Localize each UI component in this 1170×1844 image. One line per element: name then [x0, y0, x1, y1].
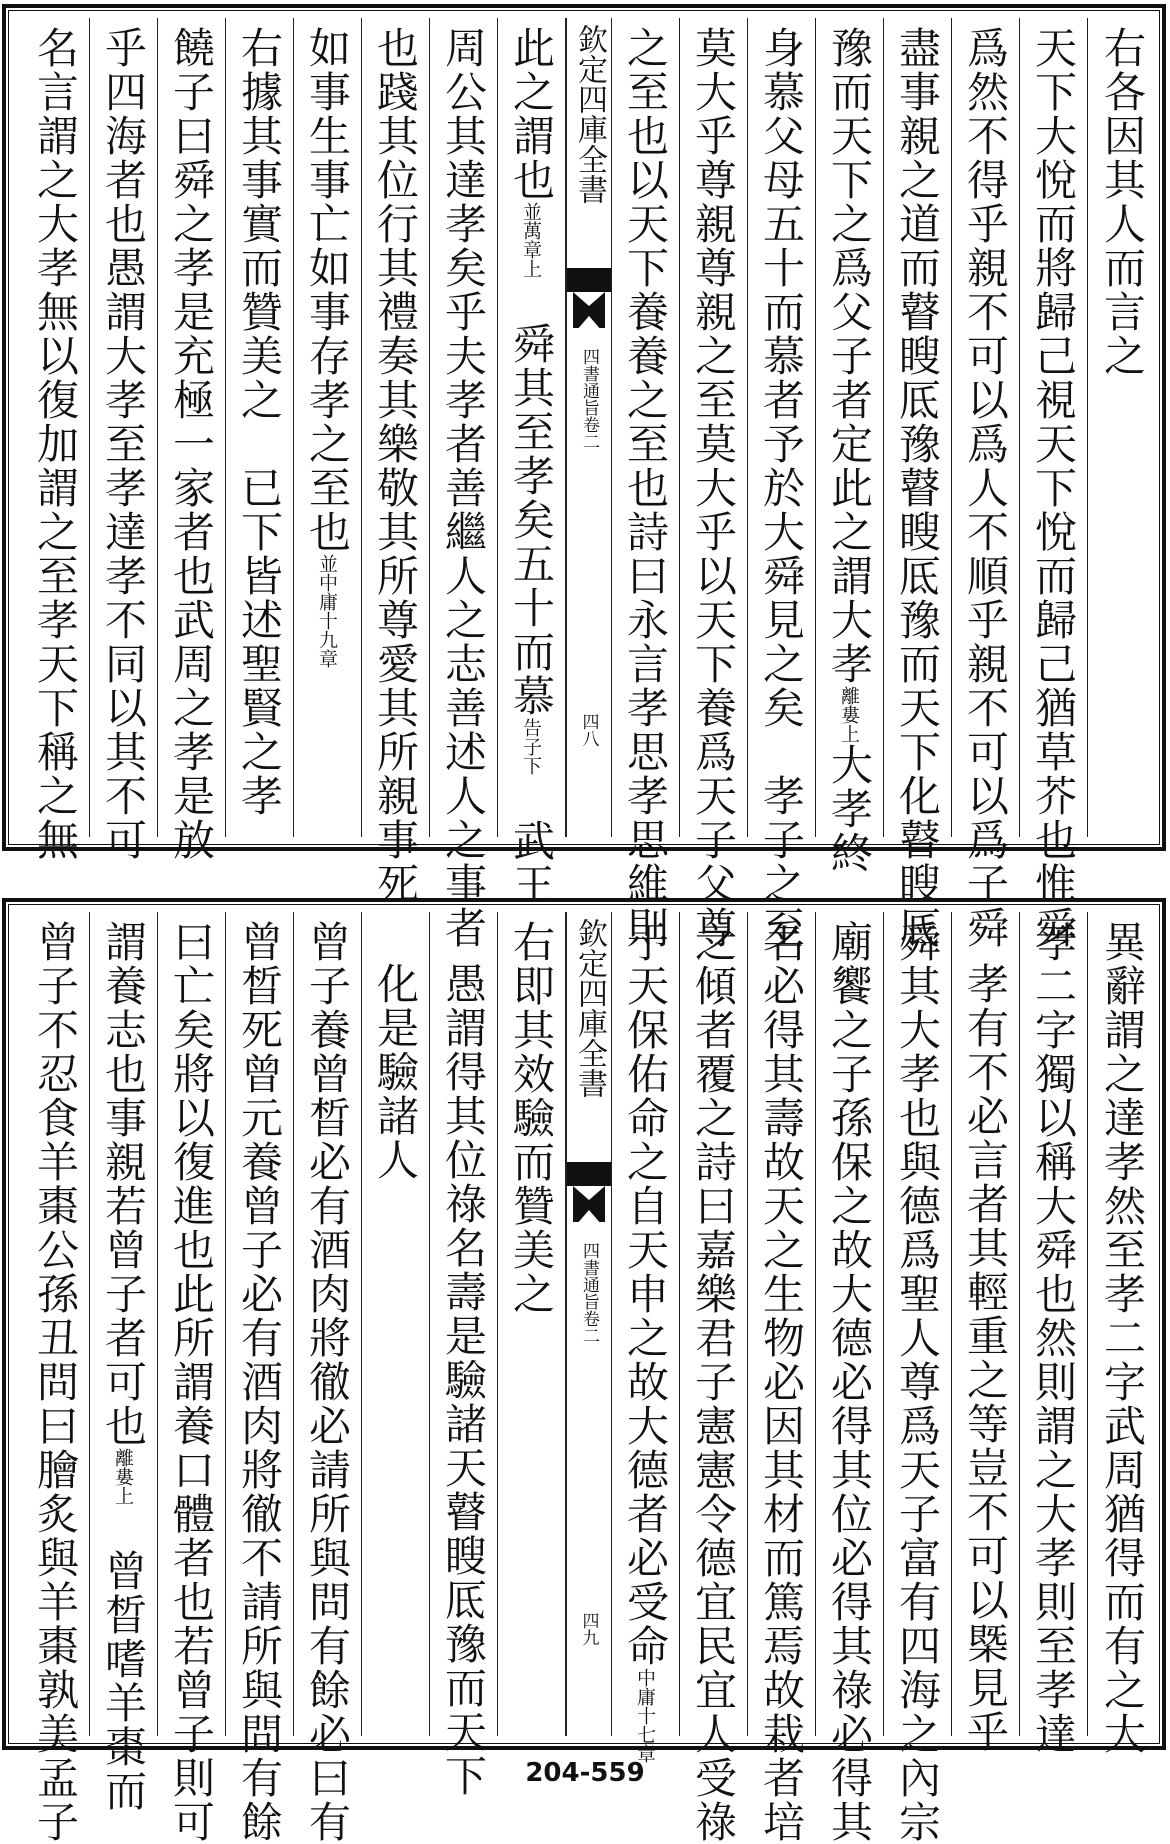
text-column: 異辭謂之達孝然至孝二字武周猶得而有之大 — [1098, 920, 1147, 1756]
bottom-col-11 — [362, 912, 430, 1736]
text-column: 爲然不得乎親不可以爲人不順乎親不可以爲子舜 — [961, 26, 1010, 950]
bottom-col-14 — [158, 912, 226, 1844]
spine-folio: 四八 — [578, 713, 599, 747]
bottom-col-13 — [226, 912, 294, 1844]
top-col-5 — [816, 18, 884, 875]
annotation-note: 告子下 — [520, 718, 542, 775]
text-column: 孝有不必言者其輕重之等豈不可以槩見乎 — [961, 962, 1010, 1754]
top-col-11 — [362, 18, 430, 906]
bottom-col-7 — [680, 912, 748, 1844]
top-col-10 — [430, 18, 498, 950]
text-column: 名言謂之大孝無以復加謂之至孝天下稱之無 — [31, 26, 80, 862]
text-run: 于天保佑命之自天申之故大德者必受命 — [621, 920, 670, 1668]
text-column: 愚謂得其位祿名壽是驗諸天瞽瞍厎豫而天下 — [439, 962, 488, 1798]
text-run: 如事生事亡如事存孝之至也 — [303, 26, 352, 554]
text-column — [93, 920, 153, 1813]
fish-tail-icon — [573, 292, 605, 328]
text-run: 孝子之至 — [757, 774, 806, 950]
text-run: 大孝終 — [825, 743, 874, 875]
spine-folio: 四九 — [578, 1612, 599, 1646]
text-run: 右據其事實而贊美之 — [235, 26, 284, 422]
top-col-3 — [952, 18, 1020, 950]
bottom-col-3 — [952, 912, 1020, 1754]
text-column: 天下大悅而將歸己視天下悅而歸己猶草芥也惟舜 — [1029, 26, 1078, 950]
text-column — [501, 26, 561, 907]
spine-subtitle: 四書通旨卷二 — [579, 1242, 599, 1344]
annotation-note: 並萬章上 — [520, 202, 542, 278]
annotation-note: 並中庸十九章 — [316, 554, 338, 668]
annotation-note: 離婁上 — [838, 686, 860, 743]
bottom-col-2 — [1020, 912, 1088, 1756]
text-column: 名必得其壽故天之生物必因其材而篤焉故栽者培 — [757, 920, 806, 1844]
top-col-6 — [748, 18, 816, 950]
text-column — [751, 26, 811, 950]
fish-tail-icon — [573, 1186, 605, 1222]
bottom-col-15 — [90, 912, 158, 1813]
text-column: 右即其效驗而贊美之 — [507, 920, 556, 1316]
bottom-col-10 — [430, 912, 498, 1798]
bottom-col-1 — [1088, 912, 1156, 1756]
text-run: 曾晳嗜羊棗而 — [99, 1549, 148, 1813]
text-column — [615, 920, 675, 1763]
text-column: 曾晳死曾元養曾子必有酒肉將徹不請所與問有餘 — [235, 920, 284, 1844]
text-run: 此之謂也 — [507, 26, 556, 202]
fish-tail-mark — [567, 268, 611, 292]
spine-center — [566, 18, 612, 837]
text-column: 乎四海者也愚謂大孝至孝達孝不同以其不可 — [99, 26, 148, 862]
top-col-14 — [158, 18, 226, 862]
text-run: 謂養志也事親若曾子者可也 — [99, 920, 148, 1448]
bottom-col-8 — [612, 912, 680, 1763]
top-col-15 — [90, 18, 158, 862]
text-column: 化是驗諸人 — [371, 962, 420, 1182]
text-column — [297, 26, 357, 668]
text-column: 曾子不忍食羊棗公孫丑問曰膾炙與羊棗孰美孟子 — [31, 920, 80, 1844]
top-col-16 — [16, 18, 90, 862]
bottom-col-16 — [16, 912, 90, 1844]
text-column: 饒子曰舜之孝是充極一家者也武周之孝是放 — [167, 26, 216, 862]
text-column: 孝二字獨以稱大舜也然則謂之大孝則至孝達 — [1029, 920, 1078, 1756]
top-col-7 — [680, 18, 748, 950]
text-column: 莫大乎尊親尊親之至莫大乎以天下養爲天子父尊 — [689, 26, 738, 950]
spine-title: 欽定四庫全書 — [572, 24, 607, 204]
top-col-13 — [226, 18, 294, 837]
text-column: 曰亡矣將以復進也此所謂養口體者也若曾子則可 — [167, 920, 216, 1844]
bottom-col-5 — [816, 912, 884, 1844]
spine-center — [566, 912, 612, 1736]
bottom-col-4 — [884, 912, 952, 1844]
text-column: 右各因其人而言之 — [1098, 26, 1147, 378]
text-column — [819, 26, 879, 875]
top-col-1 — [1088, 18, 1156, 837]
top-col-8 — [612, 18, 680, 950]
text-column: 舜其大孝也與德爲聖人尊爲天子富有四海之內宗 — [893, 920, 942, 1844]
text-column: 之傾者覆之詩曰嘉樂君子憲憲令德宜民宜人受祿 — [689, 920, 738, 1844]
text-column: 曾子養曾晳必有酒肉將徹必請所與問有餘必曰有 — [303, 920, 352, 1844]
top-col-2 — [1020, 18, 1088, 950]
text-column: 廟饗之子孫保之故大德必得其位必得其祿必得其 — [825, 920, 874, 1844]
bottom-col-12 — [294, 912, 362, 1844]
spine-subtitle: 四書通旨卷二 — [579, 348, 599, 450]
page-number: 204-559 — [525, 1758, 645, 1788]
text-run: 身慕父母五十而慕者予於大舜見之矣 — [757, 26, 806, 730]
top-col-9 — [498, 18, 566, 907]
bottom-col-9 — [498, 912, 566, 1736]
top-page-frame — [2, 4, 1166, 950]
spine-title: 欽定四庫全書 — [572, 918, 607, 1098]
top-col-12 — [294, 18, 362, 837]
text-column: 也踐其位行其禮奏其樂敬其所尊愛其所親事死 — [371, 26, 420, 906]
text-run: 已下皆述聖賢之孝 — [235, 466, 284, 818]
text-run: 豫而天下之爲父子者定此之謂大孝 — [825, 26, 874, 686]
text-column: 周公其達孝矣乎夫孝者善繼人之志善述人之事者 — [439, 26, 488, 950]
text-run: 武王 — [507, 819, 556, 907]
text-column: 之至也以天下養養之至也詩曰永言孝思孝思維則 — [621, 26, 670, 950]
annotation-note: 中庸十七章 — [634, 1668, 656, 1763]
bottom-col-6 — [748, 912, 816, 1844]
text-column — [229, 26, 289, 818]
text-column: 盡事親之道而瞽瞍厎豫瞽瞍厎豫而天下化瞽瞍厎 — [893, 26, 942, 950]
annotation-note: 離婁上 — [112, 1448, 134, 1505]
top-col-4 — [884, 18, 952, 950]
fish-tail-mark — [567, 1162, 611, 1186]
text-run: 舜其至孝矣五十而慕 — [507, 322, 556, 718]
